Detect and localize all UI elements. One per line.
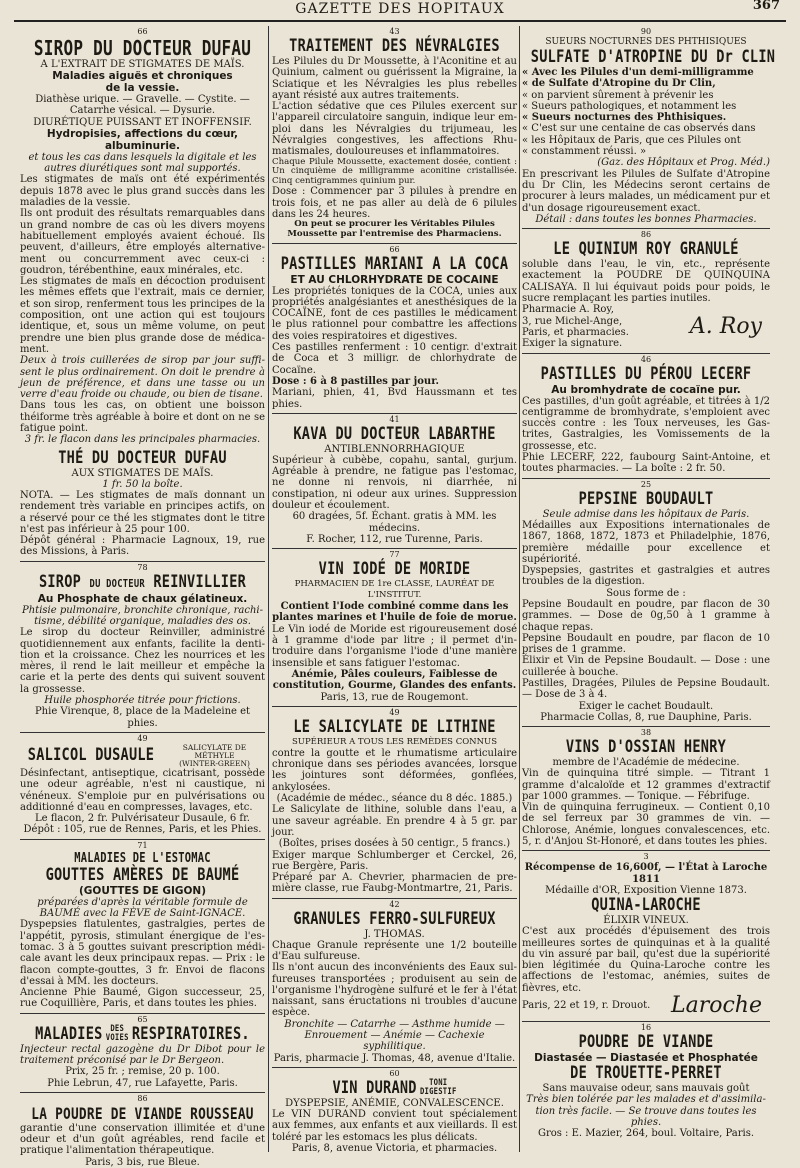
- ad-salicol-dusaule: [20, 734, 265, 836]
- ad-number: 78: [137, 562, 148, 572]
- ad-pepsine-boudault: [522, 480, 770, 724]
- ad-text: Sans mauvaise odeur, sans mauvais goût: [542, 1083, 750, 1094]
- ad-contact-row: [522, 304, 770, 349]
- ad-text: Médailles aux Expositions internationales de 1867, 1868, 1872, 1873 et Philadelphie, 1876, première médaille pour excellence et supériorité.: [522, 519, 770, 565]
- ad-subtitle: SUEURS NOCTURNES DES PHTHISIQUES: [545, 37, 747, 47]
- ad-text: NOTA. — Les stigmates de maïs donnant un rendement très variable en principes actifs, on a réservé pour ce thé les stigmates dont le titre n'est pas inférieur à 25 pour 100.: [20, 489, 265, 535]
- ad-text: Élixir et Vin de Pepsine Boudault. — Dose : une cuillerée à bouche.: [522, 655, 770, 678]
- ad-text: Médaille d'OR, Exposition Vienne 1873.: [545, 884, 747, 896]
- ad-text: Ils n'ont aucun des inconvénients des Eaux sulfureuses transportées ; produisent au sein de l'organisme l'hydrogène sulfuré et le fer à l'état naissant, sans éructations ni troubles d'aucune espèce.: [272, 962, 517, 1019]
- ad-text: Deux à trois cuillerées de sirop par jour suffisent le plus ordinairement. On doit le prendre à jeun de préférence, et dans une tasse ou un verre d'eau froide ou chaude, ou bien de tisane.: [20, 355, 265, 401]
- ad-title-part: DIGESTIF: [419, 1087, 457, 1098]
- ad-text: Exiger la signature.: [522, 338, 623, 350]
- ad-text: 60 dragées, 5f. Échant. gratis à MM. les médecins.: [292, 511, 497, 534]
- ad-subtitle: membre de l'Académie de médecine.: [552, 757, 740, 769]
- ad-salicylate-lithine: [272, 708, 517, 895]
- ad-text: Phie Virenque, 8, place de la Madeleine et phies.: [34, 706, 251, 729]
- ad-nevralgies: [272, 27, 517, 240]
- ad-text: Dans tous les cas, on obtient une boisson théiforme très agréable à boire et dont on ne se fatigue point.: [20, 400, 265, 435]
- ad-text: Diathèse urique. — Gravelle. — Cystite. — Catarrhe vésical. — Dysurie.: [35, 94, 250, 117]
- ad-divider: [20, 561, 265, 562]
- ad-italic: Seule admise dans les hôpitaux de Paris.: [542, 508, 750, 520]
- ad-text: Dépôt général : Pharmacie Lagnoux, 19, rue des Missions, à Paris.: [20, 535, 265, 558]
- ad-quote-line: « constamment réussi. »: [522, 146, 647, 158]
- column-rule: [268, 26, 269, 1152]
- ad-divider: [20, 839, 265, 840]
- ad-title-part: MALADIES: [35, 1023, 103, 1044]
- ad-maladies-respiratoires: [20, 1015, 265, 1089]
- ad-title: PEPSINE BOUDAULT: [578, 488, 714, 509]
- ad-text: Pharmacie A. Roy,: [522, 304, 614, 316]
- ad-text: Anémie, Pâles couleurs, Faiblesse de constitution, Gourme, Glandes des enfants.: [272, 668, 517, 692]
- ad-text: Le VIN DURAND convient tout spécialement aux femmes, aux enfants et aux vieillards. Il est toléré par les estomacs les plus délicats.: [272, 1108, 517, 1143]
- ad-text: DIURÉTIQUE PUISSANT ET INOFFENSIF.: [33, 116, 252, 128]
- signature-laroche: Laroche: [671, 993, 762, 1018]
- column-3: [522, 26, 776, 1152]
- ad-title: THÉ DU DOCTEUR DUFAU: [58, 447, 227, 468]
- ad-title: SULFATE D'ATROPINE DU Dr CLIN: [530, 47, 776, 67]
- ad-number: 66: [137, 27, 148, 36]
- ad-divider: [20, 732, 265, 733]
- ad-number: 49: [137, 733, 148, 743]
- ad-text: Pastilles, Dragées, Pilules de Pepsine Boudault. — Dose de 3 à 4.: [522, 678, 770, 701]
- ad-text: Le sirop du docteur Reinviller, administré quotidiennement aux enfants, facilite la dentition et la croissance. Chez les nourrices et les mères, il rend le lait meilleur et empêche la carie et la perte des dents qui suivent souvent la grossesse.: [20, 627, 265, 695]
- ad-italic: Phtisie pulmonaire, bronchite chronique, rachitisme, débilité organique, maladies des os.: [22, 604, 263, 627]
- ad-title: POUDRE DE VIANDE: [578, 1032, 714, 1052]
- signature-roy: A. Roy: [689, 313, 762, 339]
- ad-bold-line: Maladies aiguës et chroniques: [52, 70, 233, 82]
- ad-text: Les Pilules du Dr Moussette, à l'Aconitine et au Quinium, calment ou guérissent la Migraine, la Sciatique et les Névralgies les plus rebelles ayant résisté aux autres traitements.: [272, 56, 517, 101]
- ad-quina-laroche: [522, 852, 770, 1018]
- ad-text: Exiger marque Schlumberger et Cerckel, 26, rue Bergère, Paris.: [272, 849, 517, 872]
- ad-subtitle: (GOUTTES DE GIGON): [78, 884, 207, 897]
- ad-side-line: (WINTER-GREEN): [179, 758, 250, 768]
- ad-text: Sous forme de :: [606, 587, 686, 599]
- ad-poudre-rousseau: [20, 1094, 265, 1168]
- ad-text: F. Rocher, 112, rue Turenne, Paris.: [306, 533, 483, 545]
- ad-text: Supérieur à cubèbe, copahu, santal, gurjum. Agréable à prendre, ne fatigue pas l'estomac, ne donne ni renvois, ni diarrhée, ni constipation, ni odeur aux urines. Suppression douleur et écoulement.: [272, 454, 517, 511]
- ad-text: Vin de quinquina titré simple. — Titrant 1 gramme d'alcaloïde et 12 grammes d'extractif par 1000 grammes. — Tonique. — Fébrifuge.: [522, 768, 770, 802]
- ad-title-part: SIROP: [38, 571, 82, 592]
- ad-subtitle: J. THOMAS.: [364, 928, 425, 940]
- ad-divider: [272, 548, 517, 549]
- ad-number: 65: [137, 1014, 148, 1024]
- ad-text: Désinfectant, antiseptique, cicatrisant, possède une odeur agréable, n'est ni caustique, ni vénéneux. S'emploie pur en pulvérisations ou additionné d'eau en compresses, lavages, etc.: [20, 767, 265, 813]
- ad-text: Les stigmates de maïs ont été expérimentés depuis 1878 avec le plus grand succès dans les maladies de la vessie.: [20, 174, 265, 209]
- ad-text: Récompense de 16,600f, — l'État à Laroche 1811: [524, 862, 768, 885]
- ad-number: 3: [643, 852, 649, 862]
- ad-text: Chaque Granule représente une 1/2 bouteille d'Eau sulfureuse.: [272, 939, 517, 962]
- ad-divider: [20, 1013, 265, 1014]
- ad-text: garantie d'une conservation illimitée et d'une odeur et d'un goût agréables, rend facile et pratique l'alimentation thérapeutique.: [20, 1122, 265, 1157]
- ad-bold-line: de la vessie.: [105, 82, 180, 94]
- ad-italic: préparées d'après la véritable formule de BAUMÉ avec la FÈVE de Saint-IGNACE.: [37, 896, 248, 920]
- ad-small-text: Chaque Pilule Moussette, exactement dosée, contient : Un cinquième de milligramme aconitine cristallisée. Cinq centigrammes quinium pur.: [272, 156, 517, 186]
- ad-divider: [522, 353, 770, 354]
- column-2: [272, 26, 517, 1152]
- ad-italic: et tous les cas dans lesquels la digitale et les autres diurétiques sont mal supportés.: [28, 151, 257, 175]
- ad-divider: [20, 1092, 265, 1093]
- ad-title: PASTILLES DU PÉROU LECERF: [540, 363, 752, 384]
- ad-quote-line: « les Hôpitaux de Paris, que ces Pilules ont: [522, 134, 741, 146]
- ad-quote-line: « de Sulfate d'Atropine du Dr Clin,: [522, 78, 716, 90]
- ad-the-dufau: [20, 449, 265, 558]
- ad-title: [29, 1025, 257, 1044]
- ad-poudre-trouette-perret: [522, 1023, 770, 1139]
- ad-number: 86: [137, 1093, 148, 1103]
- ad-italic: Bronchite — Catarrhe — Asthme humide — Enrouement — Anémie — Cachexie syphilitique.: [284, 1018, 505, 1053]
- ad-side-label: [164, 744, 265, 768]
- ad-text: Paris, 13, rue de Rougemont.: [320, 691, 469, 703]
- ad-number: 66: [389, 244, 400, 254]
- ad-subtitle: PHARMACIEN DE 1re CLASSE, LAURÉAT DE L'INSTITUT.: [294, 579, 495, 601]
- ad-title: VIN IODÉ DE MORIDE: [318, 559, 471, 580]
- ad-quote-line: « Sueurs nocturnes des Phthisiques.: [522, 112, 727, 124]
- ad-title: PASTILLES MARIANI A LA COCA: [280, 253, 509, 274]
- ad-title: LE QUINIUM ROY GRANULÉ: [553, 239, 739, 260]
- ad-title: TRAITEMENT DES NÉVRALGIES: [289, 36, 500, 56]
- ad-subtitle: AUX STIGMATES DE MAÏS.: [71, 467, 214, 479]
- ad-vin-durand: [272, 1069, 517, 1154]
- ad-text: Le Vin iodé de Moride est rigoureusement dosé à 1 gramme d'iode par litre ; il permet d'introduire dans l'organisme l'iode d'une manière insensible et sans fatiguer l'estomac.: [272, 623, 517, 669]
- ad-subtitle: Au Phosphate de chaux gélatineux.: [37, 592, 248, 605]
- ad-number: 43: [389, 27, 400, 36]
- ad-text: Injecteur rectal gazogène du Dr Dibot pour le traitement préconisé par le Dr Bergeon.: [20, 1043, 265, 1066]
- ad-title: LA POUDRE DE VIANDE ROUSSEAU: [31, 1103, 254, 1123]
- ad-subtitle: MALADIES DE L'ESTOMAC: [74, 850, 211, 866]
- ad-text: Dépôt : 105, rue de Rennes, Paris, et les Phies.: [23, 824, 262, 836]
- ad-bold-line: Hydropisies, affections du cœur, albuminurie.: [46, 127, 239, 152]
- ad-title: VINS D'OSSIAN HENRY: [565, 737, 727, 758]
- ad-text: Dose : 6 à 8 pastilles par jour.: [272, 375, 440, 387]
- ad-price: 1 fr. 50 la boîte.: [102, 478, 183, 490]
- ad-divider: [522, 726, 770, 727]
- ad-text: Dyspepsies, gastrites et gastralgies et autres troubles de la digestion.: [522, 565, 770, 588]
- ad-source: (Gaz. des Hôpitaux et Prog. Méd.): [597, 157, 770, 169]
- ad-title-part: DU DOCTEUR: [89, 576, 145, 590]
- ad-vins-ossian-henry: [522, 728, 770, 847]
- ad-text: En prescrivant les Pilules de Sulfate d'Atropine du Dr Clin, les Médecins seront certains de procurer à leurs malades, un médicament pur et d'un dosage rigoureusement exact.: [522, 168, 770, 214]
- ad-text: Le Salicylate de lithine, soluble dans l'eau, a une saveur agréable. En prendre 4 à 5 gr. par jour.: [272, 804, 517, 838]
- ad-gouttes-baume: [20, 841, 265, 1010]
- ad-number: 49: [389, 707, 400, 717]
- ad-sirop-reinvillier: [20, 563, 265, 729]
- ad-italic: Détail : dans toutes les bonnes Pharmacies.: [535, 213, 757, 225]
- ad-subtitle: ANTIBLENNORRHAGIQUE: [324, 443, 465, 455]
- ad-text: Vin de quinquina ferrugineux. — Contient 0,10 de sel ferreux par 30 grammes de vin. — Chlorose, Anémie, longues convalescences, etc. 5, r. d'Anjou St-Honoré, et dans toutes les phies.: [522, 802, 770, 848]
- ad-text: L'action sédative que ces Pilules exercent sur l'appareil circulatoire sanguin, indique leur emploi dans les Névralgies du trijumeau, les Névralgies congestives, les affections Rhumatismales, douloureuses et inflammatoires.: [272, 101, 517, 158]
- ad-text: Le flacon, 2 fr. Pulvérisateur Dusaule, 6 fr.: [35, 813, 250, 825]
- ad-italic: Huile phosphorée titrée pour frictions.: [44, 695, 241, 707]
- ad-side-line: SALICYLATE DE MÉTHYLE: [182, 742, 247, 760]
- ad-title-part: REINVILLIER: [153, 571, 247, 592]
- ad-quote-line: « on parvient sûrement à prévenir les: [522, 89, 714, 101]
- ad-subtitle: DYSPEPSIE, ANÉMIE, CONVALESCENCE.: [285, 1097, 504, 1109]
- ad-number: 42: [389, 899, 400, 909]
- ad-text: Contient l'Iode combiné comme dans les plantes marines et l'huile de foie de morue.: [272, 601, 517, 624]
- ad-subtitle: Diastasée — Diastasée et Phosphatée: [534, 1052, 758, 1064]
- ad-title-part: DES: [110, 1024, 125, 1035]
- ad-vin-iode-moride: [272, 550, 517, 703]
- ad-number: 46: [640, 354, 652, 364]
- ad-text: Dose : Commencer par 3 pilules à prendre en trois fois, et ne pas aller au delà de 6 pilules dans les 24 heures.: [272, 186, 517, 221]
- ad-divider: [522, 1021, 770, 1022]
- ad-text: Ces pastilles, d'un goût agréable, et titrées à 1/2 centigramme de bromhydrate, s'emploient avec succès contre : les Toux nerveuses, les Gastrites, Gastralgies, les Vomissements de la grossesse, etc.: [522, 395, 770, 452]
- masthead: [14, 0, 786, 22]
- ad-text: contre la goutte et le rhumatisme articulaire chronique dans ses périodes avancées, lorsque les jointures sont déformées, gonflées, ankylosées.: [272, 747, 517, 793]
- ad-text: Phie Lebrun, 47, rue Lafayette, Paris.: [47, 1077, 238, 1089]
- ad-text: Paris, 22 et 19, r. Drouot.: [522, 1000, 651, 1012]
- ad-text: Les propriétés toniques de la COCA, unies aux propriétés analgésiantes et anesthésiques de la COCAÏNE, font de ces pastilles le médicament le plus rationnel pour combattre les affections des voies respiratoires et digestives.: [272, 285, 517, 342]
- ad-text: 3, rue Michel-Ange,: [522, 315, 623, 327]
- ad-quote-line: « Avec les Pilules d'un demi-milligramme: [522, 67, 754, 78]
- ad-text: Les stigmates de maïs en décoction produisent les mêmes effets que l'extrait, mais ce dernier, et son sirop, renferment tous les principes de la composition, ont une action qui est toujours identique, et, sous un même volume, on peut prendre une bien plus grande dose de médicament.: [20, 276, 265, 355]
- ad-divider: [272, 413, 517, 414]
- ad-subtitle: A L'EXTRAIT DE STIGMATES DE MAÏS.: [40, 59, 245, 70]
- ad-text: Pepsine Boudault en poudre, par flacon de 10 prises de 1 gramme.: [522, 632, 770, 656]
- ad-kava-labarthe: [272, 415, 517, 545]
- ad-number: 77: [389, 550, 400, 560]
- ad-subtitle: ÉLIXIR VINEUX.: [603, 915, 689, 927]
- ad-text: (Académie de médec., séance du 8 déc. 1885.): [276, 793, 513, 805]
- ad-subtitle: ET AU CHLORHYDRATE DE COCAINE: [290, 273, 499, 286]
- ad-title: GOUTTES AMÈRES DE BAUMÉ: [45, 864, 240, 885]
- ad-title: QUINA-LAROCHE: [591, 895, 701, 916]
- ad-divider: [522, 850, 770, 851]
- ad-contact-block: [522, 304, 672, 349]
- ad-text: On peut se procurer les Véritables Pilules Moussette par l'entremise des Pharmaciens.: [287, 219, 502, 239]
- ad-text: Paris, et pharmacies.: [522, 326, 629, 338]
- ad-title: GRANULES FERRO-SULFUREUX: [293, 908, 496, 929]
- ad-text: Pharmacie Collas, 8, rue Dauphine, Paris.: [540, 711, 752, 723]
- ad-number: 90: [640, 27, 652, 36]
- column-1: [20, 26, 265, 1168]
- ad-divider: [272, 898, 517, 899]
- ad-divider: [272, 706, 517, 707]
- ad-title-stack: [420, 1079, 457, 1097]
- column-rule: [519, 26, 520, 1152]
- ad-text: Pepsine Boudault en poudre, par flacon de 30 grammes. — Dose de 0g,50 à 1 gramme à chaque repas.: [522, 598, 770, 633]
- ad-number: 38: [640, 728, 652, 738]
- ad-divider: [272, 1067, 517, 1068]
- ad-number: 41: [389, 414, 400, 424]
- ad-divider: [522, 228, 770, 229]
- ad-title: LE SALICYLATE DE LITHINE: [293, 716, 496, 737]
- ad-text: Gros : E. Mazier, 264, boul. Voltaire, Paris.: [537, 1128, 755, 1140]
- ad-quinium-roy: [522, 230, 770, 349]
- ad-text: Ancienne Phie Baumé, Gigon successeur, 25, rue Coquillière, Paris, et dans toutes les phies.: [20, 987, 265, 1010]
- ad-title-part: VOIES: [105, 1033, 129, 1044]
- ad-italic: Très bien tolérée par les malades et d'assimilation très facile. — Se trouve dans toutes les phies.: [526, 1094, 766, 1128]
- ad-number: 60: [389, 1068, 400, 1078]
- ad-divider: [522, 478, 770, 479]
- ad-text: Ces pastilles renferment : 10 centigr. d'extrait de Coca et 3 milligr. de chlorhydrate de Cocaïne.: [272, 342, 517, 376]
- ad-text: soluble dans l'eau, le vin, etc., représente exactement la POUDRE DE QUINQUINA CALISAYA. Il lui équivaut poids pour poids, le sucre remplaçant les parties inutiles.: [522, 259, 770, 305]
- masthead-title: GAZETTE DES HOPITAUX: [295, 1, 505, 17]
- ad-quote-line: « Sueurs pathologiques, et notamment les: [522, 100, 737, 112]
- ad-sirop-dufau: [20, 27, 265, 446]
- ad-price: 3 fr. le flacon dans les principales pharmacies.: [24, 434, 261, 446]
- ad-divider: [272, 243, 517, 244]
- ad-title-part: VIN DURAND: [332, 1077, 417, 1098]
- ad-text: Paris, 8, avenue Victoria, et pharmacies.: [291, 1142, 498, 1154]
- ad-number: 16: [640, 1023, 652, 1032]
- ad-text: Dyspepsies flatulentes, gastralgies, pertes de l'appétit, pyrosis, stimulant énergique de l'estomac. 3 à 5 gouttes suivant prescription médicale avant les deux principaux repas. — Prix : le flacon compte-gouttes, 3 fr. Envoi de flacons d'essai à MM. les docteurs.: [20, 919, 265, 987]
- ad-subtitle: SUPÉRIEUR A TOUS LES REMÈDES CONNUS: [291, 736, 498, 747]
- ad-title-row: [20, 744, 265, 768]
- ad-title-stack: [106, 1025, 129, 1043]
- ad-title: SIROP DU DOCTEUR DUFAU: [33, 36, 252, 60]
- ad-title-part: RESPIRATOIRES.: [131, 1023, 250, 1044]
- ad-text: Phie LECERF, 222, faubourg Saint-Antoine, et toutes pharmacies. — La boîte : 2 fr. 50.: [522, 452, 770, 475]
- ad-text: Ils ont produit des résultats remarquables dans un grand nombre de cas où les divers moyens habituellement employés avaient échoué. Ils peuvent, d'ailleurs, être employés alternativement ou concurremment avec ceux-ci : goudron, térébenthine, eaux minérales, etc.: [20, 208, 265, 276]
- ad-text: Prix, 25 fr. ; remise, 20 p. 100.: [65, 1066, 220, 1078]
- ad-text: Mariani, phien, 41, Bvd Haussmann et tes phies.: [272, 387, 517, 410]
- ad-atropine-clin: [522, 27, 776, 225]
- ad-text: (Boîtes, prises dosées à 50 centigr., 5 francs.): [278, 838, 511, 850]
- ad-contact-row: [522, 994, 770, 1018]
- ad-text: Préparé par A. Chevrier, pharmacien de première classe, rue Faubg-Montmartre, 21, Paris.: [272, 872, 517, 895]
- ad-pastilles-mariani: [272, 245, 517, 410]
- ad-text: Paris, 3 bis, rue Bleue.: [85, 1156, 200, 1168]
- ad-text: C'est aux procédés d'épuisement des trois meilleures sortes de quinquinas et à la qualité du vin assuré par bail, qu'est due la supériorité bien légitimée du Quina-Laroche contre les affections de l'estomac, anémies, suites de fièvres, etc.: [522, 926, 770, 994]
- ad-subtitle: Au bromhydrate de cocaïne pur.: [551, 383, 741, 396]
- ad-number: 25: [640, 479, 652, 489]
- ad-title: [281, 1079, 509, 1098]
- ad-title: DE TROUETTE-PERRET: [570, 1063, 722, 1083]
- ad-number: 86: [640, 230, 652, 240]
- page-number: 367: [752, 0, 780, 13]
- ad-title-part: TONI: [429, 1078, 448, 1089]
- ad-title: SALICOL DUSAULE: [27, 745, 155, 766]
- ad-quote-line: « C'est sur une centaine de cas observés dans: [522, 123, 756, 135]
- ad-pastilles-lecerf: [522, 355, 770, 475]
- ad-number: 71: [137, 840, 148, 850]
- ad-title: KAVA DU DOCTEUR LABARTHE: [293, 423, 496, 444]
- ad-text: Paris, pharmacie J. Thomas, 48, avenue d'Italie.: [273, 1052, 516, 1064]
- ad-text: Exiger le cachet Boudault.: [578, 700, 714, 712]
- ad-granules-thomas: [272, 900, 517, 1064]
- ad-title: [29, 573, 257, 593]
